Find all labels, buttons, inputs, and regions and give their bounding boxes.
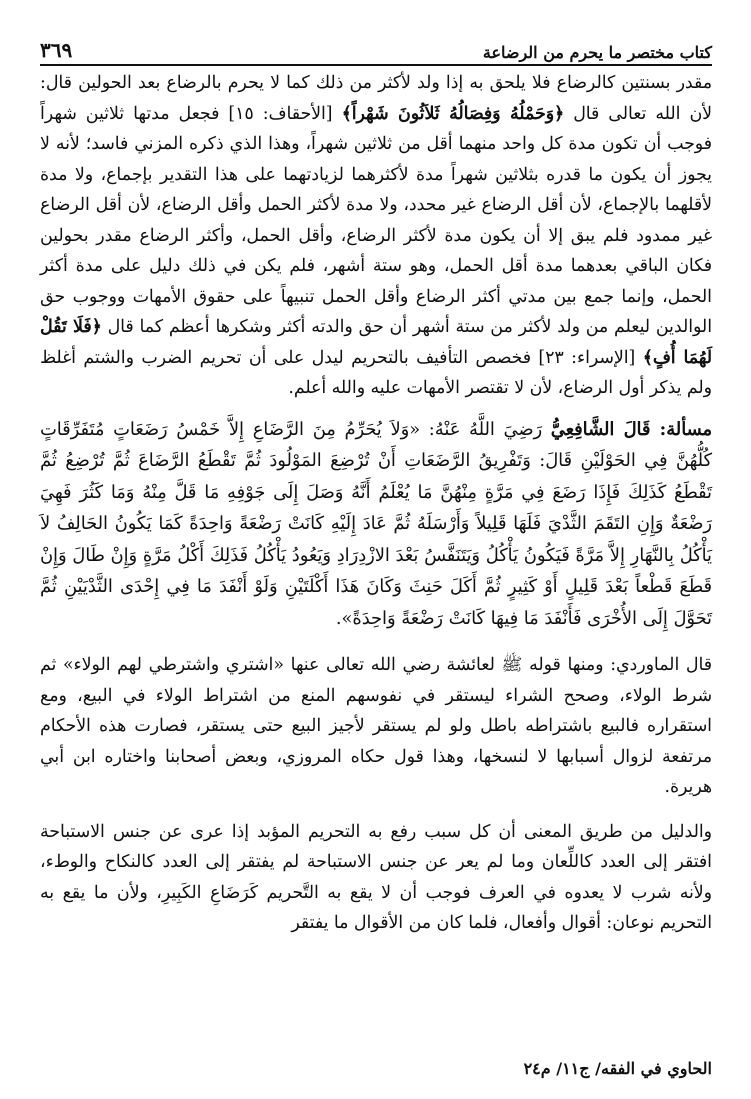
paragraph-mawardi: قال الماوردي: ومنها قوله ﷺ لعائشة رضي الله تعالى عنها «اشتري واشترطي لهم الولاء» ثم شرط الولاء، وصحح الشراء ليستقر في نفوسهم المنع من اشتراط الولاء في البيع، ومع استقراره فالبيع باشتراطه باطل ولو لم يستقر لأجيز البيع حتى يستقر، فصارت هذه الأحكام مرتفعة لزوال أسبابها لا لنسخها، وهذا قول حكاه المروزي، وبعض أصحابنا واختاره ابن أبي هريرة.	[40, 655, 712, 797]
running-title: كتاب مختصر ما يحرم من الرضاعة	[482, 43, 712, 62]
quran-quote-ahqaf: ﴿وَحَمْلُهُ وَفِصَالُهُ ثَلاَثُونَ شَهْراً﴾	[341, 103, 565, 124]
masala-text: رَضِيَ اللَّهُ عَنْهُ: «وَلاَ يُحَرِّمُ مِنَ الرَّضَاعِ إِلاَّ خَمْسُ رَضَعَاتٍ مُتَفَرِّقَاتٍ كُلُّهُنَّ فِي الحَوْلَيْنِ قَالَ: وَتَفْرِيقُ الرَّضَعَاتِ أَنْ تُرْضِعَ المَوْلُودَ ثُمَّ تَقْطَعُ الرَّضَاعَ ثُمَّ تُرْضِعُ ثُمَّ تَقْطَعُ كَذَلِكَ فَإِذَا رَضَعَ فِي مَرَّةٍ مِنْهُنَّ مَا يُعْلَمُ أَنَّهُ وَصَلَ إِلَى جَوْفِهِ مَا قَلَّ مِنْهُ وَمَا كَثُرَ فَهِيَ رَضْعَةٌ وَإِنِ التَقَمَ الثَّدْيَ فَلَهَا قَلِيلاً وَأَرْسَلَهُ ثُمَّ عَادَ إِلَيْهِ كَانَتْ رَضْعَةً وَاحِدَةً كَمَا يَكُونُ الحَالِفُ لاَ يَأْكُلُ بِالنَّهَارِ إِلاَّ مَرَّةً فَيَكُونُ يَأْكُلُ وَيَتَنَفَّسُ بَعْدَ الازْدِرَادِ وَيَعُودُ يَأْكُلُ فَذَلِكَ أَكْلُ مَرَّةٍ وَإِنْ طَالَ وَإِنْ قَطَعَ قَطْعاً بَعْدَ قَلِيلٍ أَوْ كَثِيرٍ ثُمَّ أَكَلَ حَنِثَ وَكَانَ هَذَا أَكْلَتَيْنِ وَلَوْ أَنْفَدَ مَا فِي إِحْدَى الثَّدْيَيْنِ ثُمَّ تَحَوَّلَ إِلَى الأُخْرَى فَأَنْفَدَ مَا فِيهَا كَانَتْ رَضْعَةً وَاحِدَةً».	[40, 418, 712, 629]
footer-signature: الحاوي في الفقه/ ج١١/ م٢٤	[523, 1059, 712, 1078]
masala-label: مسألة: قَالَ الشَّافِعِيُّ	[550, 418, 713, 440]
paragraph-1-intro: مقدر بسنتين كالرضاع فلا يلحق به إذا ولد لأكثر من ذلك كما لا يحرم بالرضاع بعد الحولين قال: لأن الله تعالى قال	[40, 73, 713, 124]
quran-quote-isra: ﴿فَلَا تَقُلْ لَهُمَا أُفٍ﴾	[40, 317, 712, 368]
page-number: ٣٦٩	[40, 38, 73, 62]
paragraph-1-end: [الإسراء: ٢٣] فخصص التأفيف بالتحريم ليدل على أن تحريم الضرب والشتم أغلظ ولم يذكر أول الرضاع، لأن لا تقتصر الأمهات عليه والله أعلم.	[40, 347, 712, 398]
paragraph-1-body: [الأحقاف: ١٥] فجعل مدتها ثلاثين شهراً فوجب أن تكون مدة كل واحد منهما أقل من ثلاثين شهراً، وهذا الذي ذكره المزني فاسد؛ لأنه لا يجوز أن يكون ما قدره بثلاثين شهراً مدة لأكثرهما لزيادتهما على هذا التقدير بإجماع، ولا مدة لأقلهما بالإجماع، لأن أقل الرضاع غير محدد، ولا مدة لأكثر الحمل وأقل الرضاع، لأن أقل الرضاع غير ممدود فلم يبق إلا أن يكون مدة لأكثر الرضاع، وأقل الحمل، وأكثر الرضاع مقدر بحولين فكان الباقي بعدهما مدة أقل الحمل، وهو ستة أشهر، فلم يكن في ذلك دليل على مدة أكثر الحمل، وإنما جمع بين مدتي أكثر الرضاع وأقل الحمل تنبيهاً على حقوق الأمهات ووجوب حق الوالدين ليعلم من ولد لأكثر من ستة أشهر أن حق والدته أكثر وشكرها أعظم كما قال	[40, 103, 713, 337]
masala-paragraph	[40, 414, 712, 635]
paragraph-dalil: والدليل من طريق المعنى أن كل سبب رفع به التحريم المؤبد إذا عرى عن جنس الاستباحة افتقر إلى العدد كاللِّعان وما لم يعر عن جنس الاستباحة لم يفتقر إلى العدد كالنكاح والوطء، ولأنه شرب لا يعدوه في العرف فوجب أن لا يقع به التَّحريم كَرَضَاعِ الكَبِيرِ، ولأن ما يقع به التحريم نوعان: أقوال وأفعال، فلما كان من الأقوال ما يفتقر	[40, 821, 712, 933]
book-page	[40, 38, 712, 1078]
paragraph-1	[40, 68, 712, 404]
running-header	[40, 38, 712, 66]
